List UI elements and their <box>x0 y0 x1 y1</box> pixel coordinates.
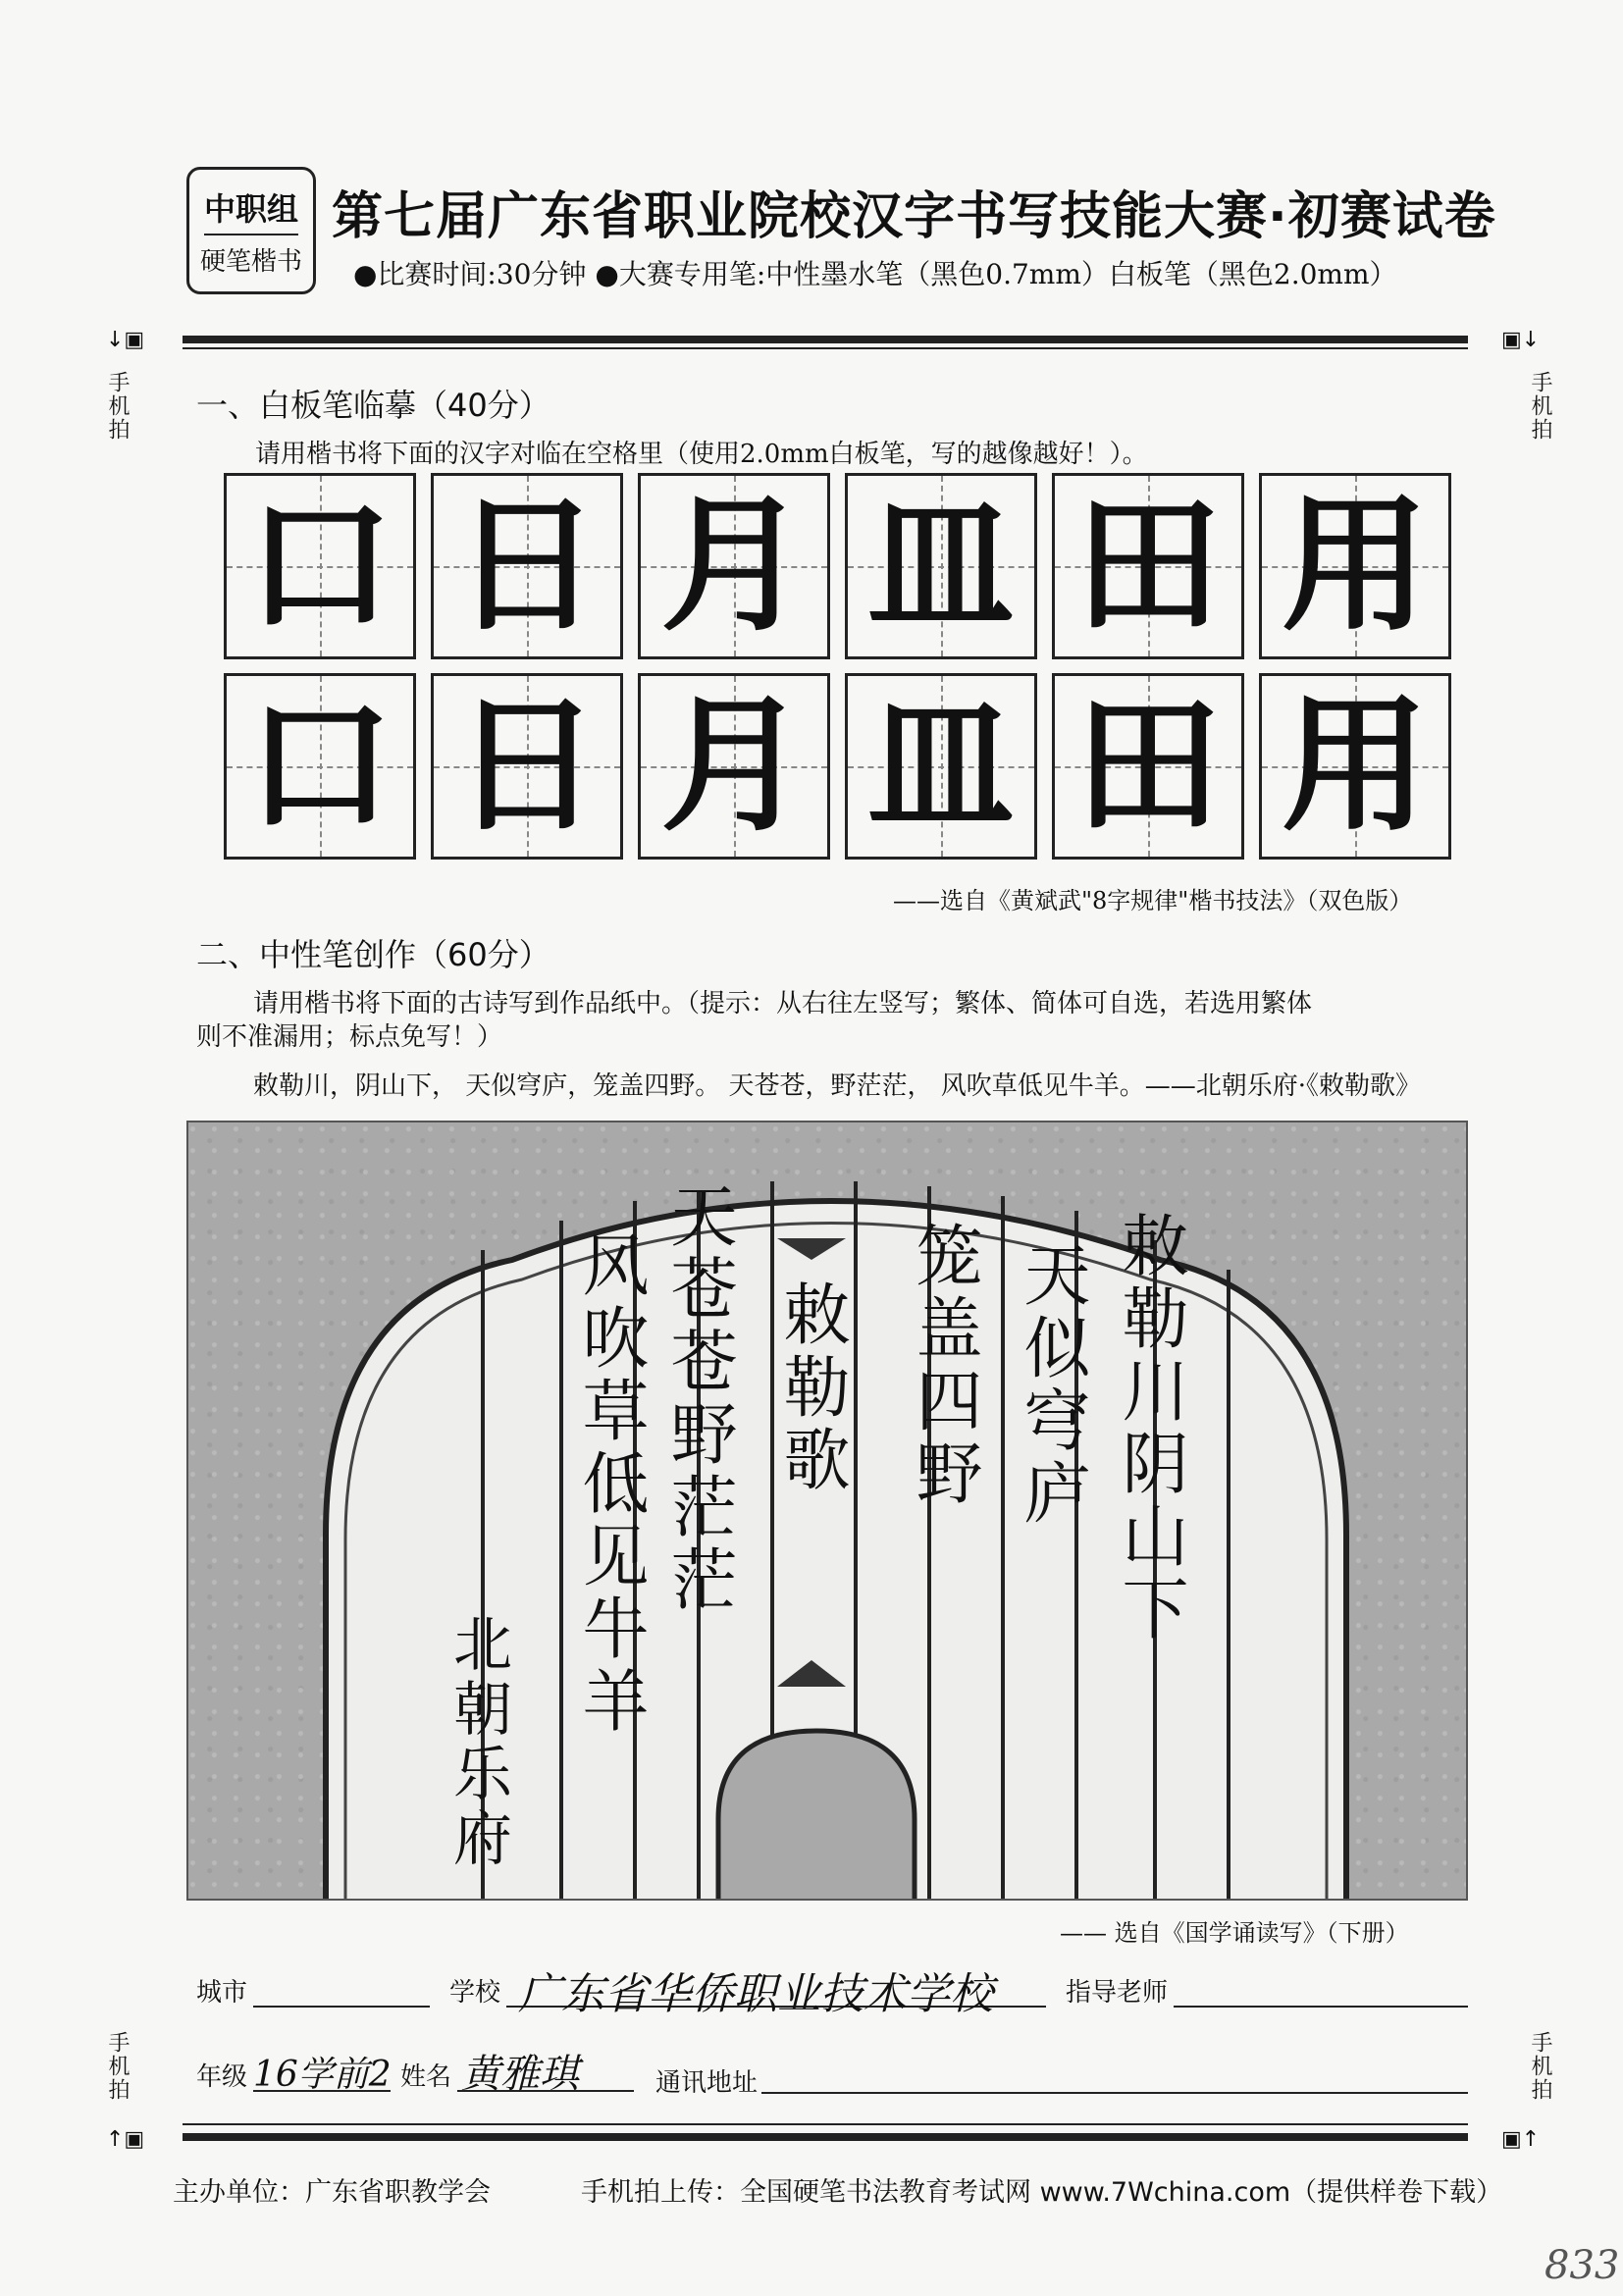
top-rule-thin <box>183 347 1468 349</box>
page-number: 833 <box>1544 2243 1620 2288</box>
section2-heading: 二、中性笔创作（60分） <box>196 936 550 973</box>
teacher-label: 指导老师 <box>1066 1978 1169 2008</box>
model-row-1 <box>224 473 1451 659</box>
bottom-rule-thin <box>183 2123 1468 2125</box>
side-label-top-right: 手机拍 <box>1528 371 1552 442</box>
fan-frame <box>188 1122 1468 1901</box>
grid-cell[interactable] <box>845 673 1037 860</box>
copied-character: 月 <box>659 681 808 852</box>
grid-cell[interactable] <box>224 673 416 860</box>
grid-cell[interactable] <box>1052 473 1244 659</box>
badge-category: 硬笔楷书 <box>199 246 302 277</box>
poem-column-4: 天苍苍野茫茫 <box>659 1181 737 1617</box>
grade-value: 16学前2 <box>253 2055 392 2095</box>
section2-instruction-line2: 则不准漏用；标点免写！） <box>196 1022 503 1052</box>
grid-cell[interactable] <box>431 673 623 860</box>
section2-source: —— 选自《国学诵读写》（下册） <box>1060 1919 1409 1947</box>
grid-cell[interactable] <box>1259 673 1451 860</box>
grid-cell[interactable] <box>1259 473 1451 659</box>
city-label: 城市 <box>196 1978 248 2008</box>
model-character: 用 <box>1281 481 1429 652</box>
organizer: 主办单位：广东省职教学会 <box>173 2177 491 2208</box>
copied-character: 用 <box>1281 681 1429 852</box>
teacher-field[interactable] <box>1174 2006 1468 2008</box>
camera-mark-top-left: ↓▣ <box>106 328 145 352</box>
section1-source: ——选自《黄斌武"8字规律"楷书技法》（双色版） <box>893 887 1413 914</box>
poem-attribution-column: 北朝乐府 <box>444 1613 512 1872</box>
page-title: 第七届广东省职业院校汉字书写技能大赛·初赛试卷 <box>332 187 1496 246</box>
model-character: 田 <box>1073 481 1222 652</box>
school-label: 学校 <box>449 1978 501 2008</box>
section1-instruction: 请用楷书将下面的汉字对临在空格里（使用2.0mm白板笔，写的越像越好！）。 <box>255 440 1148 469</box>
name-label: 姓名 <box>400 2062 452 2092</box>
grid-cell[interactable] <box>224 473 416 659</box>
address-label: 通讯地址 <box>655 2068 759 2098</box>
grid-cell[interactable] <box>1052 673 1244 860</box>
camera-mark-bottom-right: ▣↑ <box>1501 2127 1541 2152</box>
poem-column-1: 敕勒川阴山下 <box>1111 1211 1188 1646</box>
upload-info: 手机拍上传：全国硬笔书法教育考试网 www.7Wchina.com（提供样卷下载） <box>581 2177 1503 2208</box>
exam-info: ●比赛时间:30分钟 ●大赛专用笔:中性墨水笔（黑色0.7mm）白板笔（黑色2.0mm） <box>353 258 1397 290</box>
poem-column-3: 笼盖四野 <box>905 1221 982 1511</box>
model-character: 口 <box>245 481 393 652</box>
camera-mark-bottom-left: ↑▣ <box>106 2127 145 2152</box>
grid-cell[interactable] <box>431 473 623 659</box>
badge-group: 中职组 <box>204 184 298 235</box>
writing-paper[interactable] <box>186 1121 1468 1901</box>
poem-column-2: 天似穹庐 <box>1013 1240 1090 1531</box>
model-character: 日 <box>452 481 601 652</box>
top-rule <box>183 336 1468 343</box>
copied-character: 皿 <box>866 681 1015 852</box>
camera-mark-top-right: ▣↓ <box>1501 328 1541 352</box>
copy-row-2 <box>224 673 1451 860</box>
copied-character: 口 <box>245 681 393 852</box>
grade-label: 年级 <box>196 2062 248 2092</box>
school-value: 广东省华侨职业技术学校 <box>518 1969 993 2019</box>
group-badge <box>186 167 316 294</box>
city-field[interactable] <box>253 2006 430 2008</box>
side-label-bottom-right: 手机拍 <box>1528 2031 1552 2102</box>
side-label-bottom-left: 手机拍 <box>105 2031 130 2102</box>
side-label-top-left: 手机拍 <box>105 371 130 442</box>
grid-cell[interactable] <box>845 473 1037 659</box>
grid-cell[interactable] <box>638 673 830 860</box>
section1-heading: 一、白板笔临摹（40分） <box>196 387 550 424</box>
copied-character: 日 <box>452 681 601 852</box>
copied-character: 田 <box>1073 681 1222 852</box>
section2-instruction-line1: 请用楷书将下面的古诗写到作品纸中。（提示：从右往左竖写；繁体、简体可自选，若选用繁体 <box>253 989 1313 1018</box>
name-value: 黄雅琪 <box>461 2052 579 2097</box>
model-character: 皿 <box>866 481 1015 652</box>
address-field[interactable] <box>761 2092 1468 2094</box>
bottom-rule <box>183 2133 1468 2141</box>
poem-text: 敕勒川，阴山下， 天似穹庐，笼盖四野。 天苍苍，野茫茫， 风吹草低见牛羊。——北朝乐府·《敕勒歌》 <box>253 1071 1422 1101</box>
grid-cell[interactable] <box>638 473 830 659</box>
model-character: 月 <box>659 481 808 652</box>
poem-title-column: 敕勒歌 <box>772 1279 850 1497</box>
poem-column-5: 风吹草低见牛羊 <box>571 1230 649 1739</box>
